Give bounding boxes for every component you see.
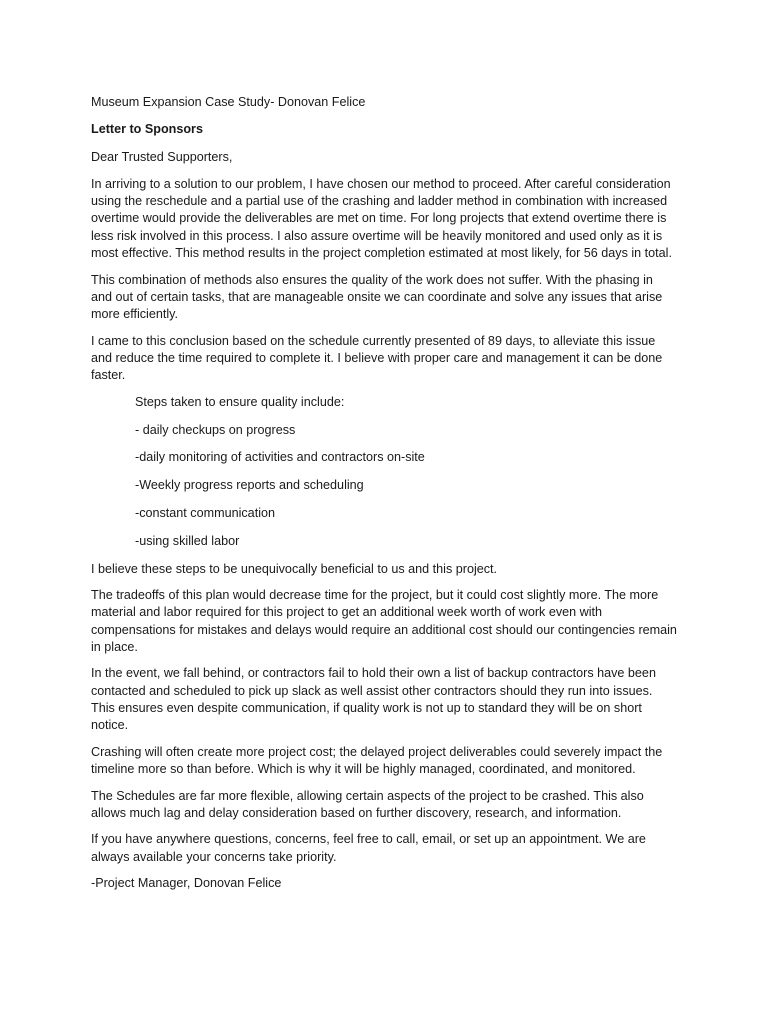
step-item: -using skilled labor bbox=[135, 533, 240, 548]
body-paragraph: If you have anywhere questions, concerns, feel free to call, email, or set up an appointment. We are always available your concerns take priority. bbox=[91, 832, 646, 864]
document-title: Museum Expansion Case Study- Donovan Felice bbox=[91, 95, 366, 109]
signature: -Project Manager, Donovan Felice bbox=[91, 876, 282, 891]
body-paragraph: In the event, we fall behind, or contractors fail to hold their own a list of backup contractors have been contacted and scheduled to pick up slack as well assist other contractors should they run into issues. This ensures even despite communication, if quality work is not up to standard they will be on short notice. bbox=[91, 666, 656, 733]
body-paragraph: Crashing will often create more project cost; the delayed project deliverables could severely impact the timeline more so than before. Which is why it will be highly managed, coordinated, and monitored. bbox=[91, 744, 663, 777]
steps-intro: Steps taken to ensure quality include: bbox=[135, 394, 345, 409]
document-page bbox=[91, 94, 677, 902]
salutation: Dear Trusted Supporters, bbox=[91, 149, 233, 164]
body-paragraph: The Schedules are far more flexible, allowing certain aspects of the project to be crashed. This also allows much lag and delay consideration based on further discovery, research, and information. bbox=[91, 788, 644, 820]
body-paragraph: This combination of methods also ensures the quality of the work does not suffer. With the phasing in and out of certain tasks, that are manageable onsite we can coordinate and solve any issues that arise more efficiently. bbox=[91, 272, 663, 322]
body-paragraph: In arriving to a solution to our problem, I have chosen our method to proceed. After careful consideration using the reschedule and a partial use of the crashing and ladder method in combination with increased overtime would provide the deliverables are met on time. For long projects that extend overtime there is less risk involved in this process. I also assure overtime will be heavily monitored and used only as it is most effective. This method results in the project completion estimated at most likely, for 56 days in total. bbox=[91, 176, 672, 261]
step-item: -Weekly progress reports and scheduling bbox=[135, 478, 364, 493]
step-item: -constant communication bbox=[135, 505, 275, 520]
body-paragraph: The tradeoffs of this plan would decrease time for the project, but it could cost slightly more. The more material and labor required for this project to get an additional week worth of work even with compensations for mistakes and delays would require an additional cost should our contingencies remain in place. bbox=[91, 587, 677, 654]
letter-heading: Letter to Sponsors bbox=[91, 122, 203, 137]
step-item: - daily checkups on progress bbox=[135, 422, 296, 437]
step-item: -daily monitoring of activities and contractors on-site bbox=[135, 450, 425, 465]
quality-steps-list bbox=[91, 394, 677, 550]
body-paragraph: I came to this conclusion based on the schedule currently presented of 89 days, to alleviate this issue and reduce the time required to complete it. I believe with proper care and management it can be done faster. bbox=[91, 333, 663, 383]
body-paragraph: I believe these steps to be unequivocally beneficial to us and this project. bbox=[91, 561, 498, 576]
